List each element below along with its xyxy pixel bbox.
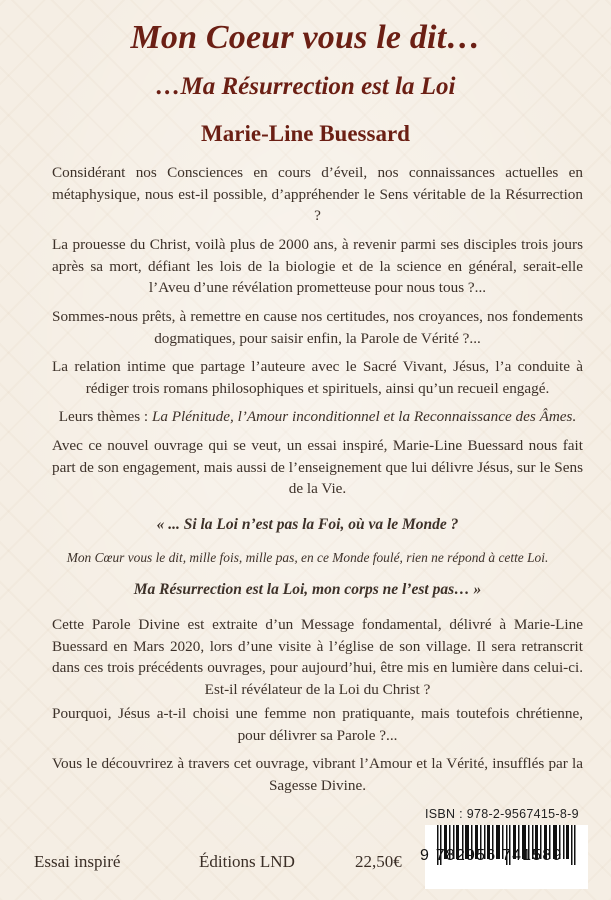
quote-line-1: « ... Si la Loi n’est pas la Foi, où va le Monde ? <box>156 516 459 533</box>
barcode-digits: 9 782956 741589 <box>420 847 563 864</box>
paragraph-pourquoi: Pourquoi, Jésus a-t-il choisi une femme non pratiquante, mais toutefois chrétienne, pour délivrer sa Parole ?... <box>52 705 583 744</box>
themes-label: Leurs thèmes : <box>58 408 152 425</box>
paragraph-sommes-nous: Sommes-nous prêts, à remettre en cause nos certitudes, nos croyances, nos fondements dogmatiques, pour saisir enfin, la Parole de Vérité ?... <box>52 308 583 347</box>
genre-label: Essai inspiré <box>34 852 121 871</box>
book-title: Mon Coeur vous le dit… <box>130 19 481 56</box>
quote-line-2: Mon Cœur vous le dit, mille fois, mille pas, en ce Monde foulé, rien ne répond à cette Loi. <box>66 550 549 565</box>
paragraph-decouvrirez: Vous le découvrirez à travers cet ouvrage, vibrant l’Amour et la Vérité, insufflés par la Sagesse Divine. <box>52 755 583 794</box>
themes-list: La Plénitude, l’Amour inconditionnel et la Reconnaissance des Âmes. <box>151 408 577 425</box>
isbn-barcode-block <box>425 807 588 821</box>
paragraph-prouesse: La prouesse du Christ, voilà plus de 2000 ans, à revenir parmi ses disciples trois jours après sa mort, défiant les lois de la biologie et de la science en général, serait-elle l’Aveu d’une révélation prometteuse pour nous tous ?... <box>52 236 583 296</box>
paragraph-themes <box>52 406 583 428</box>
paragraph-parole-divine: Cette Parole Divine est extraite d’un Message fondamental, délivré à Marie-Line Buessard en Mars 2020, lors d’une visite à l’église de son village. Il sera retranscrit dans ces trois précédents ouvrages, pour aujourd’hui, être mis en lumière dans celui-ci. Est-il révélateur de la Loi du Christ ? <box>52 616 583 698</box>
quote-line-3: Ma Résurrection est la Loi, mon corps ne l’est pas… » <box>133 581 482 598</box>
author-name: Marie-Line Buessard <box>201 121 410 146</box>
paragraph-consciences: Considérant nos Consciences en cours d’éveil, nos connaissances actuelles en métaphysique, nous est-il possible, d’appréhender le Sens véritable de la Résurrection ? <box>52 164 583 224</box>
isbn-text: ISBN : 978-2-9567415-8-9 <box>425 807 579 821</box>
price-label: 22,50€ <box>355 852 402 871</box>
publisher-label: Éditions LND <box>199 852 295 871</box>
book-subtitle: …Ma Résurrection est la Loi <box>155 73 456 100</box>
paragraph-nouvel-ouvrage: Avec ce nouvel ouvrage qui se veut, un essai inspiré, Marie-Line Buessard nous fait part de son engagement, mais aussi de l’enseignement que lui délivre Jésus, sur le Sens de la Vie. <box>52 437 583 497</box>
paragraph-relation: La relation intime que partage l’auteure avec le Sacré Vivant, Jésus, l’a conduite à rédiger trois romans philosophiques et spirituels, ainsi qu’un recueil engagé. <box>52 358 583 397</box>
